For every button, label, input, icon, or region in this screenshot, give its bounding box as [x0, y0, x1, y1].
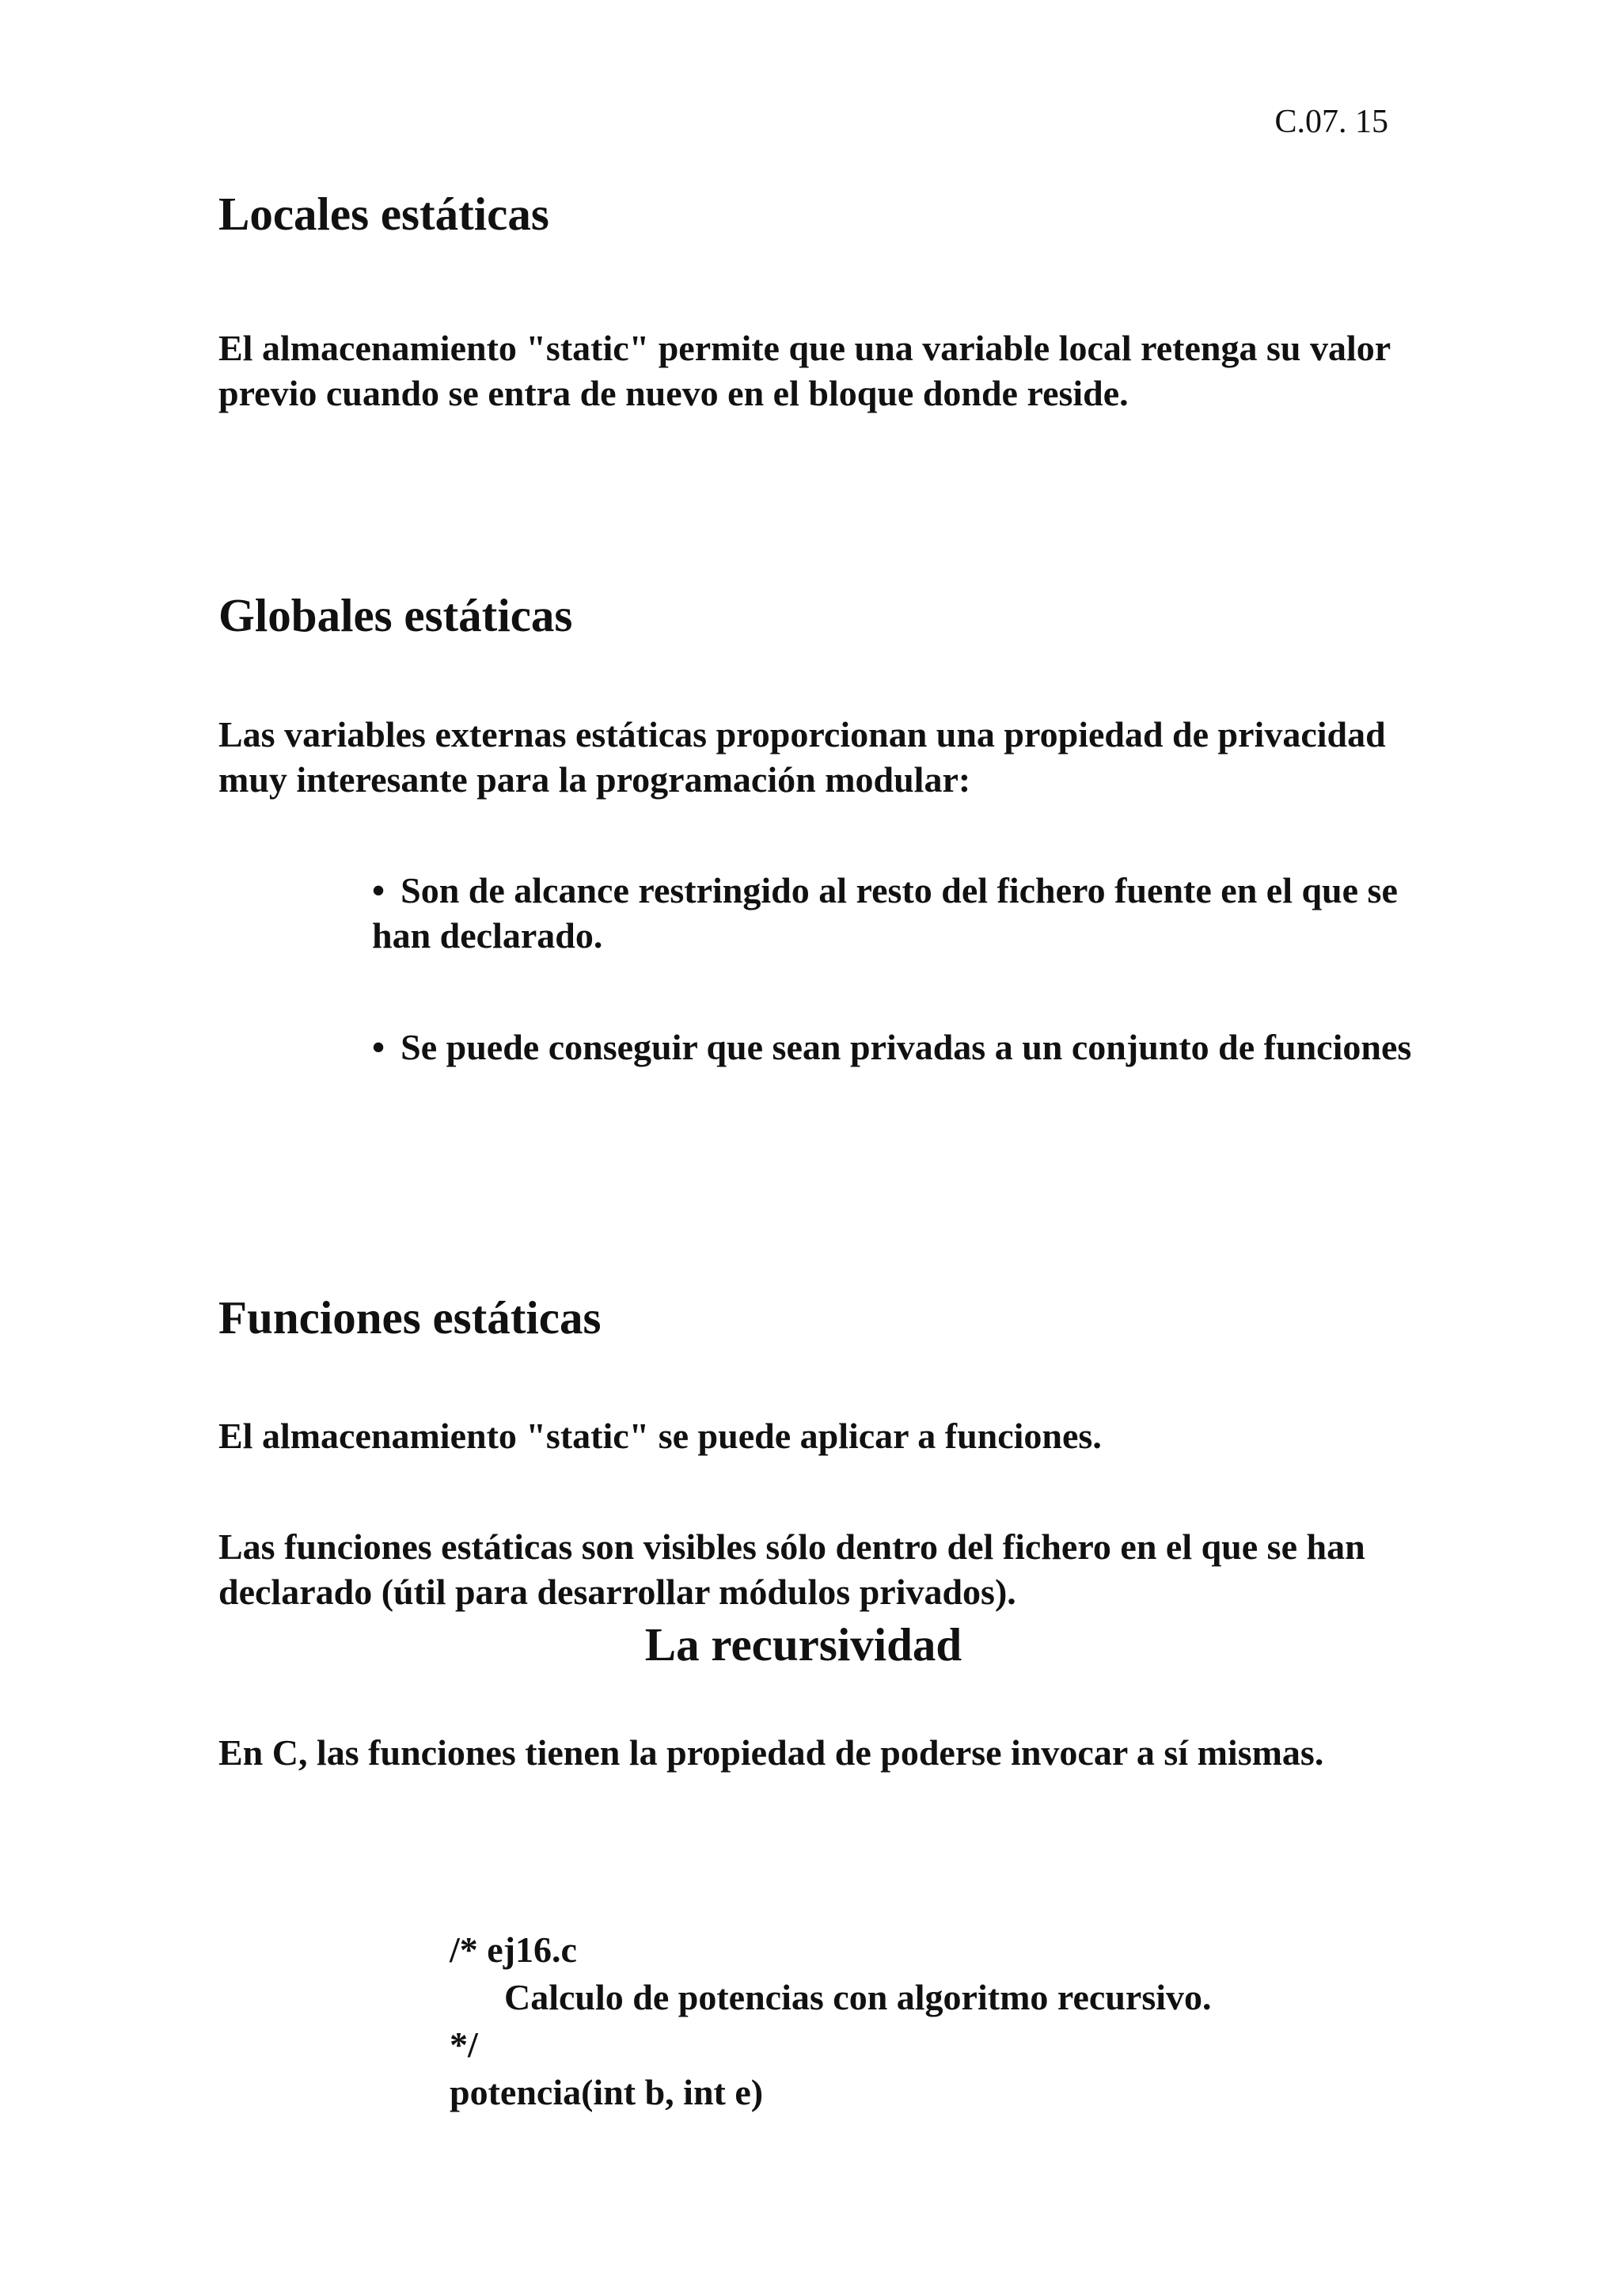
- code-block: [450, 1926, 1212, 2116]
- bullet-icon: •: [372, 870, 385, 910]
- heading-globales-estaticas: Globales estáticas: [218, 589, 573, 641]
- code-line: /* ej16.c: [450, 1929, 577, 1970]
- code-line: */: [450, 2024, 478, 2065]
- paragraph-funciones-static: El almacenamiento "static" se puede aplicar a funciones.: [218, 1416, 1102, 1456]
- bullet-item: [372, 1024, 1425, 1070]
- paragraph-globales-estaticas: Las variables externas estáticas proporcionan una propiedad de privacidad muy interesante para la programación modular:: [218, 714, 1386, 800]
- bullet-icon: •: [372, 1027, 385, 1067]
- heading-locales-estaticas: Locales estáticas: [218, 188, 549, 240]
- paragraph-funciones-visibles: Las funciones estáticas son visibles sólo dentro del fichero en el que se han declarado (útil para desarrollar módulos privados).: [218, 1526, 1365, 1612]
- paragraph-recursividad: En C, las funciones tienen la propiedad de poderse invocar a sí mismas.: [218, 1732, 1324, 1773]
- bullet-item: [372, 868, 1425, 958]
- code-line: Calculo de potencias con algoritmo recursivo.: [450, 1977, 1212, 2017]
- bullet-text: Son de alcance restringido al resto del fichero fuente en el que se han declarado.: [372, 870, 1398, 956]
- paragraph-locales-estaticas: El almacenamiento "static" permite que una variable local retenga su valor previo cuando se entra de nuevo en el bloque donde reside.: [218, 328, 1391, 413]
- code-line: potencia(int b, int e): [450, 2072, 764, 2112]
- page-number: C.07. 15: [1274, 104, 1388, 140]
- heading-funciones-estaticas: Funciones estáticas: [218, 1291, 602, 1344]
- heading-la-recursividad: La recursividad: [644, 1618, 962, 1671]
- bullet-text: Se puede conseguir que sean privadas a un conjunto de funciones: [401, 1027, 1412, 1067]
